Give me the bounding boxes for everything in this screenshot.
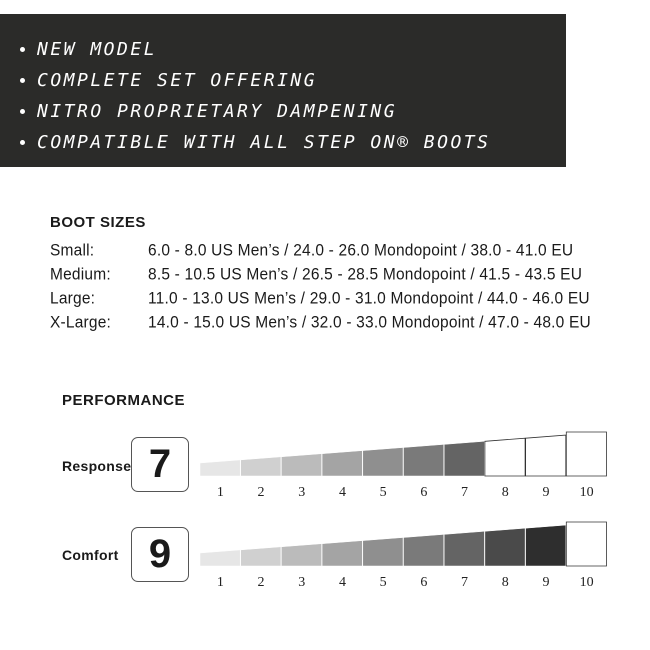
scale-segment-8 xyxy=(485,528,525,566)
scale-segment-6 xyxy=(404,444,444,476)
scale-segment-1 xyxy=(200,460,240,476)
tick-label: 5 xyxy=(379,575,387,590)
tick-label: 4 xyxy=(338,485,346,500)
tick-label: 9 xyxy=(542,575,550,590)
tick-label: 3 xyxy=(298,575,306,590)
size-value: 6.0 - 8.0 US Men’s / 24.0 - 26.0 Mondopoint / 38.0 - 41.0 EU xyxy=(148,241,574,260)
tick-label: 3 xyxy=(298,485,306,500)
boot-sizes-heading: BOOT SIZES xyxy=(50,214,146,231)
tick-label: 7 xyxy=(461,575,469,590)
feature-item xyxy=(20,96,566,127)
feature-item xyxy=(20,127,566,158)
scale-segment-5 xyxy=(363,538,403,567)
tick-label: 5 xyxy=(379,485,387,500)
scale-segment-9 xyxy=(526,435,566,476)
scale-segment-2 xyxy=(241,547,281,566)
tick-label: 7 xyxy=(461,485,469,500)
size-row-xlarge xyxy=(50,310,610,336)
feature-text: COMPLETE SET OFFERING xyxy=(37,70,318,91)
scale-segment-10 xyxy=(566,522,606,566)
bullet-icon xyxy=(20,140,25,145)
rating-scale xyxy=(199,431,619,511)
tick-label: 8 xyxy=(501,575,509,590)
score-box: 9 xyxy=(131,527,189,582)
scale-segment-10 xyxy=(566,432,606,476)
scale-segment-3 xyxy=(281,454,321,476)
rating-scale xyxy=(199,521,619,601)
feature-text: NITRO PROPRIETARY DAMPENING xyxy=(37,101,398,122)
bullet-icon xyxy=(20,109,25,114)
tick-label: 9 xyxy=(542,485,550,500)
scale-segment-1 xyxy=(200,550,240,566)
size-row-small xyxy=(50,238,610,264)
scale-segment-9 xyxy=(526,525,566,566)
scale-segment-4 xyxy=(322,451,362,476)
features-banner xyxy=(0,14,566,167)
size-label: Large: xyxy=(50,289,96,308)
size-row-medium xyxy=(50,262,610,288)
scale-segment-4 xyxy=(322,541,362,566)
feature-item xyxy=(20,34,566,65)
boot-sizes-section xyxy=(50,214,610,335)
performance-heading: PERFORMANCE xyxy=(62,392,186,409)
tick-label: 4 xyxy=(338,575,346,590)
meter-label: Comfort xyxy=(62,547,119,563)
scale-segment-6 xyxy=(404,534,444,566)
tick-label: 1 xyxy=(216,575,224,590)
scale-segment-5 xyxy=(363,448,403,477)
size-value: 8.5 - 10.5 US Men’s / 26.5 - 28.5 Mondopoint / 41.5 - 43.5 EU xyxy=(148,265,583,284)
meter-label: Response xyxy=(62,458,132,474)
score-box: 7 xyxy=(131,437,189,492)
tick-label: 10 xyxy=(579,485,594,500)
comfort-meter xyxy=(62,521,622,611)
bullet-icon xyxy=(20,47,25,52)
bullet-icon xyxy=(20,78,25,83)
scale-segment-2 xyxy=(241,457,281,476)
scale-segment-7 xyxy=(444,441,484,476)
scale-segment-8 xyxy=(485,438,525,476)
scale-segment-7 xyxy=(444,531,484,566)
tick-label: 2 xyxy=(257,485,265,500)
tick-label: 6 xyxy=(420,575,428,590)
feature-text: NEW MODEL xyxy=(37,39,158,60)
size-label: X-Large: xyxy=(50,313,112,332)
tick-label: 2 xyxy=(257,575,265,590)
size-value: 14.0 - 15.0 US Men’s / 32.0 - 33.0 Mondopoint / 47.0 - 48.0 EU xyxy=(148,313,591,332)
size-value: 11.0 - 13.0 US Men’s / 29.0 - 31.0 Mondopoint / 44.0 - 46.0 EU xyxy=(148,289,590,308)
feature-item xyxy=(20,65,566,96)
size-label: Small: xyxy=(50,241,95,260)
response-meter xyxy=(62,431,622,521)
scale-segment-3 xyxy=(281,544,321,566)
tick-label: 10 xyxy=(579,575,594,590)
feature-text: COMPATIBLE WITH ALL STEP ON® BOOTS xyxy=(37,132,491,153)
tick-label: 1 xyxy=(216,485,224,500)
size-row-large xyxy=(50,286,610,312)
tick-label: 8 xyxy=(501,485,509,500)
tick-label: 6 xyxy=(420,485,428,500)
size-label: Medium: xyxy=(50,265,111,284)
